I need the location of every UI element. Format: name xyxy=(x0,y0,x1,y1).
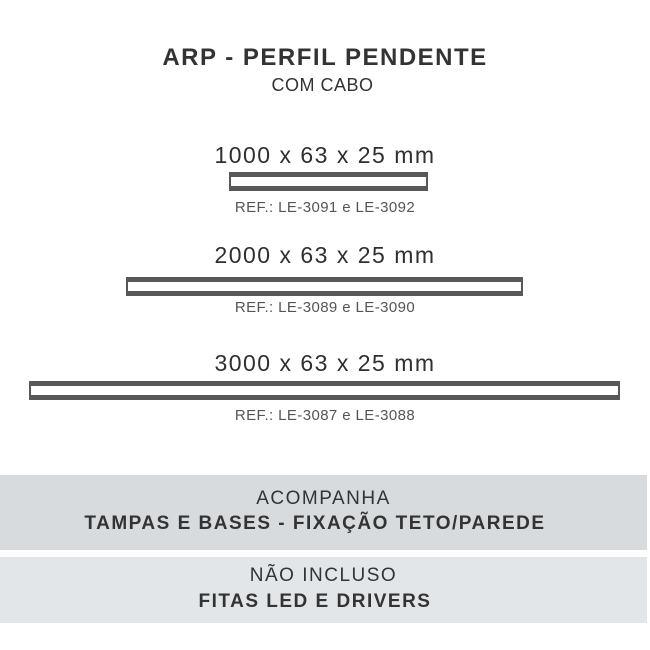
included-items: TAMPAS E BASES - FIXAÇÃO TETO/PAREDE xyxy=(84,513,546,534)
profile-2000-ref: REF.: LE-3089 e LE-3090 xyxy=(234,299,416,316)
profile-3000-ref: REF.: LE-3087 e LE-3088 xyxy=(234,407,416,424)
profile-2000-dimensions: 2000 x 63 x 25 mm xyxy=(214,242,436,268)
profile-1000-ref: REF.: LE-3091 e LE-3092 xyxy=(234,199,416,216)
included-heading: ACOMPANHA xyxy=(256,488,391,509)
profile-2000-bar xyxy=(126,277,523,296)
not-included-heading: NÃO INCLUSO xyxy=(249,565,398,586)
page-title: ARP - PERFIL PENDENTE xyxy=(162,44,488,71)
page-subtitle: COM CABO xyxy=(271,75,374,95)
profile-3000-dimensions: 3000 x 63 x 25 mm xyxy=(214,350,436,376)
profile-3000-bar xyxy=(29,381,620,400)
included-band xyxy=(0,475,647,550)
not-included-band xyxy=(0,557,647,623)
not-included-items: FITAS LED E DRIVERS xyxy=(198,591,432,612)
profile-1000-bar xyxy=(229,172,428,191)
profile-1000-dimensions: 1000 x 63 x 25 mm xyxy=(214,142,436,168)
